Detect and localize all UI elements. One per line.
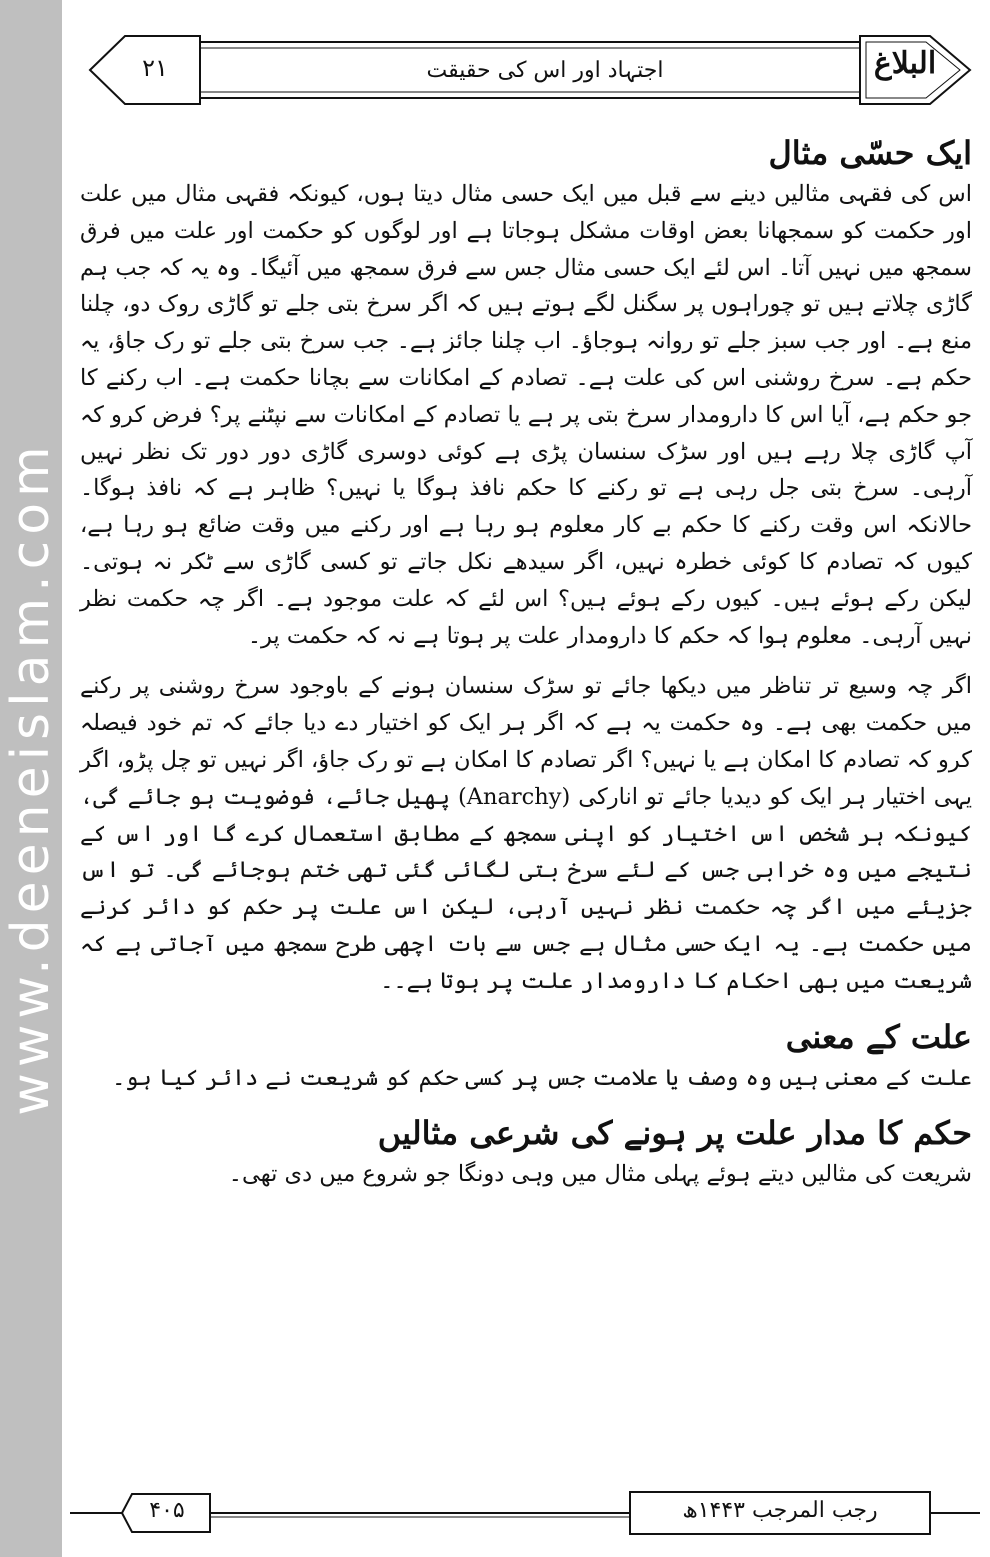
section-heading: حکم کا مدار علت پر ہونے کی شرعی مثالیں xyxy=(377,1114,972,1153)
journal-logo: البلاغ xyxy=(873,46,937,81)
paragraph: شریعت کی مثالیں دیتے ہوئے پہلی مثال میں وہی دونگا جو شروع میں دی تھی۔ xyxy=(228,1161,972,1188)
issue-date: رجب المرجب ۱۴۴۳ھ xyxy=(682,1498,878,1523)
footer-page-number: ۴۰۵ xyxy=(149,1498,185,1523)
page-header xyxy=(70,28,980,112)
article-body xyxy=(80,130,972,1193)
section-heading: ایک حسّی مثال xyxy=(768,134,972,172)
paragraph: اگر چہ وسیع تر تناظر میں دیکھا جائے تو سڑک سنسان ہونے کے باوجود سرخ روشنی پر رکنے میں حکمت بھی ہے۔ وہ حکمت یہ ہے کہ اگر ہر ایک کو اختیار دے دیا جائے کہ تم خود فیصلہ کرو کہ تصادم کا امکان ہے یا نہیں؟ اگر تصادم کا امکان ہے تو رک جاؤ، اگر نہیں تو چل پڑو، اگر یہی اختیار ہر ایک کو دیدیا جائے تو انارکی (Anarchy) پھیل جائے، فوضویت ہو جائے گی، کیونکہ ہر شخص اس اختیار کو اپنی سمجھ کے مطابق استعمال کرے گا اور اس کے نتیجے میں وہ خرابی جس کے لئے سرخ بتی لگائی گئی تھی ختم ہوجائے گی۔ تو اس جزیئے میں اگر چہ حکمت نظر نہیں آرہی، لیکن اس علت پر حکم کو دائر کرنے میں حکمت ہے۔ یہ ایک حسی مثال ہے جس سے بات اچھی طرح سمجھ میں آجاتی ہے کہ شریعت میں بھی احکام کا دارومدار علت پر ہوتا ہے۔۔ xyxy=(80,673,972,994)
section-heading: علت کے معنی xyxy=(785,1017,972,1056)
paragraph: علت کے معنی ہیں وہ وصف یا علامت جس پر کسی حکم کو شریعت نے دائر کیا ہو۔ xyxy=(112,1064,972,1091)
watermark-text: www.deeneislam.com xyxy=(1,440,61,1116)
page-number: ٢١ xyxy=(142,54,168,82)
running-title: اجتہاد اور اس کی حقیقت xyxy=(426,58,664,83)
side-watermark-band xyxy=(0,0,62,1557)
paragraph: اس کی فقہی مثالیں دینے سے قبل میں ایک حسی مثال دیتا ہوں، کیونکہ فقہی مثال میں علت اور حکمت کو سمجھانا بعض اوقات مشکل ہوجاتا ہے اور لوگوں کو حکمت اور علت میں فرق سمجھ میں نہیں آتا۔ اس لئے ایک حسی مثال جس سے فرق سمجھ میں آئیگا۔ وہ یہ کہ جب ہم گاڑی چلاتے ہیں تو چوراہوں پر سگنل لگے ہوتے ہیں کہ اگر سرخ بتی جلے تو گاڑی روک دو، چلنا منع ہے۔ اور جب سبز جلے تو روانہ ہوجاؤ۔ اب چلنا جائز ہے۔ جب سرخ بتی جلے تو رک جاؤ، یہ حکم ہے۔ سرخ روشنی اس کی علت ہے۔ تصادم کے امکانات سے بچانا حکمت ہے۔ اب رکنے کا جو حکم ہے، آیا اس کا دارومدار سرخ بتی پر ہے یا تصادم کے امکانات سے نپٹنے پر؟ فرض کرو کہ آپ گاڑی چلا رہے ہیں اور سڑک سنسان پڑی ہے کوئی دوسری گاڑی دور دور تک نظر نہیں آرہی۔ سرخ بتی جل رہی ہے تو رکنے کا حکم نافذ ہوگا یا نہیں؟ ظاہر ہے کہ نافذ ہوگا۔ حالانکہ اس وقت رکنے کا حکم بے کار معلوم ہو رہا ہے اور رکنے میں وقت ضائع ہو رہا ہے، کیوں کہ تصادم کا کوئی خطرہ نہیں، اگر سیدھے نکل جاتے تو کسی گاڑی سے ٹکر نہ ہوتی۔ لیکن رکے ہوئے ہیں۔ کیوں رکے ہوئے ہیں؟ اس لئے کہ علت موجود ہے۔ اگر چہ حکمت نظر نہیں آرہی۔ معلوم ہوا کہ حکم کا دارومدار علت پر ہوتا ہے نہ کہ حکمت پر۔ xyxy=(80,181,972,649)
page-footer xyxy=(70,1490,980,1536)
